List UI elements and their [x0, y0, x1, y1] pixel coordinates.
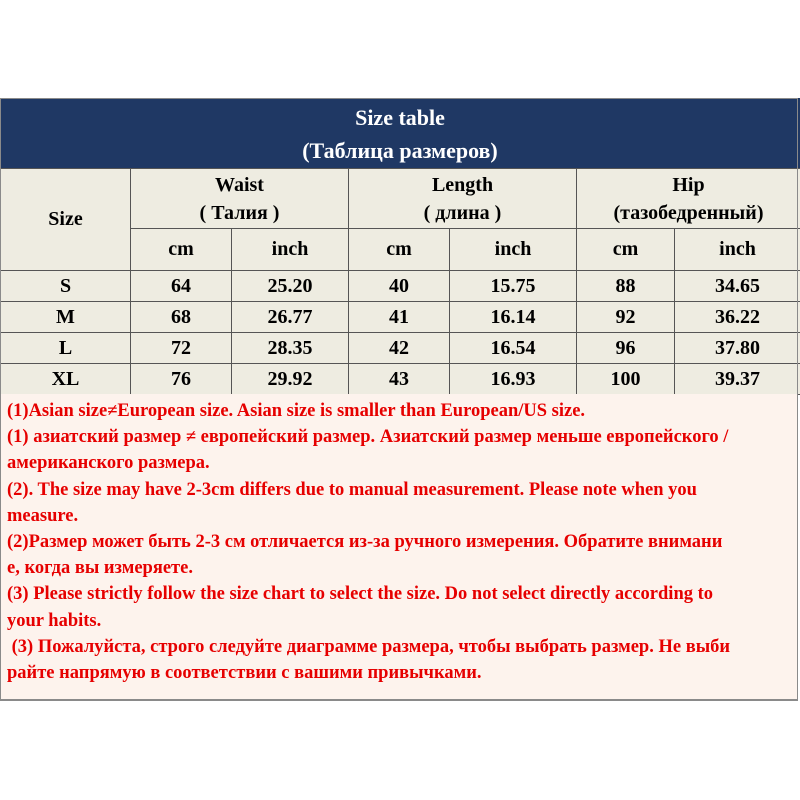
- size-cell: XL: [1, 364, 131, 395]
- table-cell: 64: [131, 271, 232, 302]
- unit-header: cm: [577, 229, 675, 271]
- note-line: (3) Пожалуйста, строго следуйте диаграмме размера, чтобы выбрать размер. Не выби: [7, 636, 731, 657]
- table-cell: 40: [349, 271, 450, 302]
- table-cell: 26.77: [232, 302, 349, 333]
- table-cell: 72: [131, 333, 232, 364]
- table-cell: 16.93: [450, 364, 577, 395]
- note-line: (3) Please strictly follow the size chart to select the size. Do not select directly according to: [7, 584, 714, 605]
- table-cell: 41: [349, 302, 450, 333]
- title-line-russian: (Таблица размеров): [302, 138, 498, 163]
- table-cell: 34.65: [675, 271, 800, 302]
- table-cell: 16.54: [450, 333, 577, 364]
- note-line: е, когда вы измеряете.: [7, 558, 193, 579]
- note-line: (1) азиатский размер ≠ европейский размер. Азиатский размер меньше европейского /: [7, 427, 729, 448]
- hip-label: Hip: [672, 173, 705, 196]
- size-cell: M: [1, 302, 131, 333]
- size-cell: L: [1, 333, 131, 364]
- unit-header: inch: [450, 229, 577, 271]
- waist-label-russian: ( Талия ): [199, 201, 280, 224]
- table-cell: 100: [577, 364, 675, 395]
- note-line: райте напрямую в соответствии с вашими привычками.: [7, 663, 482, 684]
- table-cell: 36.22: [675, 302, 800, 333]
- note-line: (2). The size may have 2-3cm differs due to manual measurement. Please note when you: [7, 479, 697, 500]
- table-cell: 96: [577, 333, 675, 364]
- outer-border: [0, 98, 798, 701]
- note-line: (1)Asian size≠European size. Asian size is smaller than European/US size.: [7, 401, 586, 421]
- size-column-header: Size: [1, 169, 131, 271]
- note-line: (2)Размер может быть 2-3 см отличается из-за ручного измерения. Обратите внимани: [7, 532, 723, 553]
- table-cell: 25.20: [232, 271, 349, 302]
- unit-header: inch: [232, 229, 349, 271]
- table-cell: 37.80: [675, 333, 800, 364]
- length-label: Length: [431, 173, 494, 196]
- table-cell: 68: [131, 302, 232, 333]
- title-line-english: Size table: [355, 105, 445, 130]
- table-cell: 92: [577, 302, 675, 333]
- size-cell: S: [1, 271, 131, 302]
- unit-header: cm: [349, 229, 450, 271]
- length-label-russian: ( длина ): [423, 201, 502, 224]
- table-cell: 88: [577, 271, 675, 302]
- table-cell: 76: [131, 364, 232, 395]
- table-cell: 29.92: [232, 364, 349, 395]
- note-line: американского размера.: [7, 453, 210, 474]
- table-cell: 43: [349, 364, 450, 395]
- table-cell: 15.75: [450, 271, 577, 302]
- table-cell: 42: [349, 333, 450, 364]
- hip-label-russian: (тазобедренный): [613, 201, 764, 224]
- table-cell: 39.37: [675, 364, 800, 395]
- unit-header: inch: [675, 229, 800, 271]
- table-cell: 16.14: [450, 302, 577, 333]
- note-line: measure.: [7, 505, 79, 526]
- note-line: your habits.: [7, 610, 102, 631]
- unit-header: cm: [131, 229, 232, 271]
- table-cell: 28.35: [232, 333, 349, 364]
- waist-label: Waist: [215, 173, 264, 196]
